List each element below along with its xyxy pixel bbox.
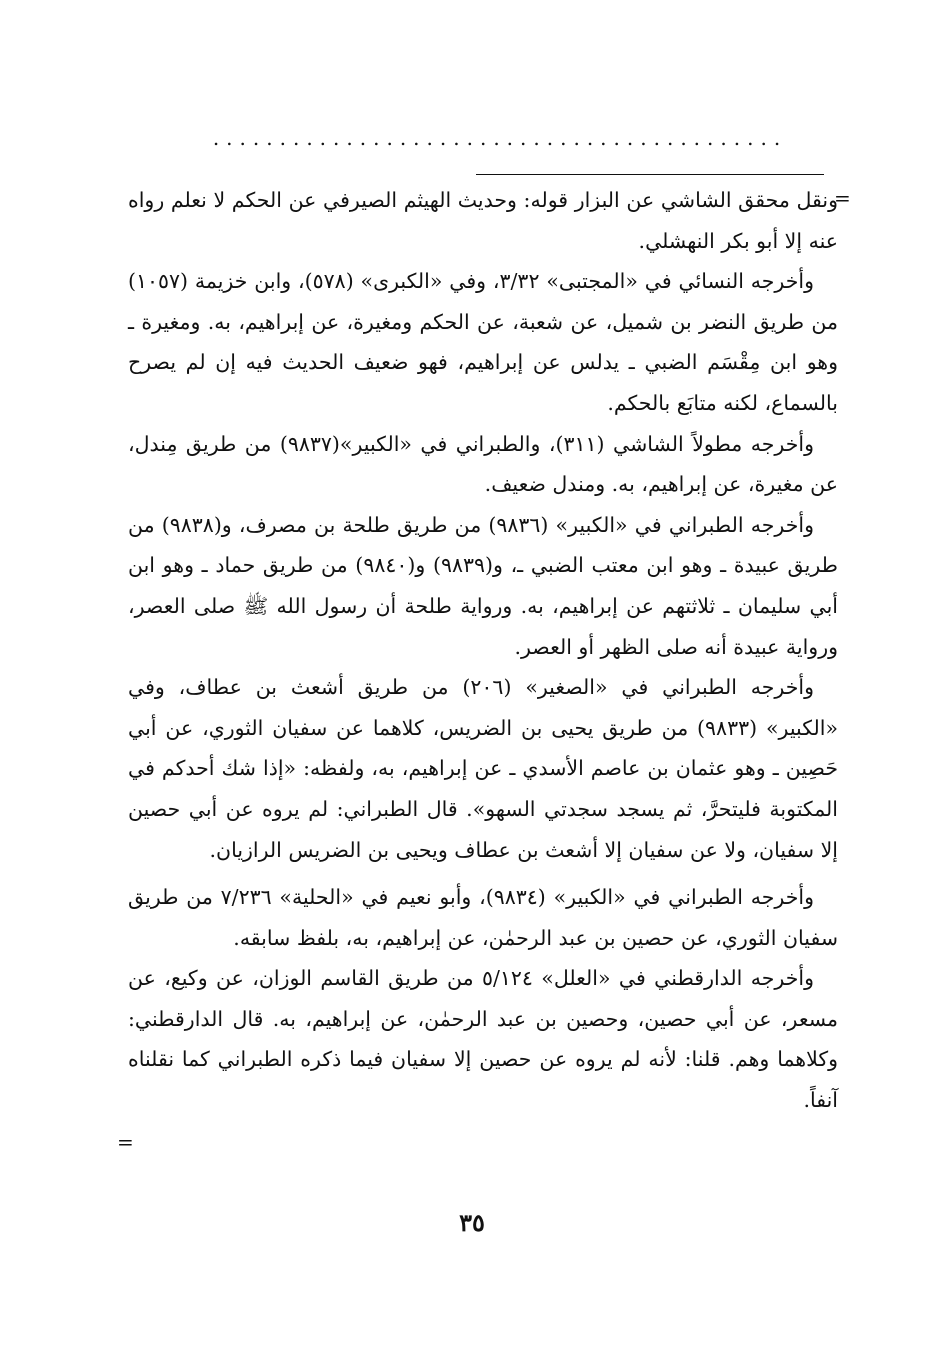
paragraph-1: ونقل محقق الشاشي عن البزار قوله: وحديث الهيثم الصيرفي عن الحكم لا نعلم رواه عنه إلا أبو بكر النهشلي. [128,188,838,253]
paragraph-3: وأخرجه مطولاً الشاشي (٣١١)، والطبراني في «الكبير»(٩٨٣٧) من طريق مِندل، عن مغيرة، عن إبراهيم، به. ومندل ضعيف. [128,431,838,497]
continuation-marker-end: = [117,1130,134,1154]
paragraph-6: وأخرجه الطبراني في «الكبير» (٩٨٣٤)، وأبو نعيم في «الحلية» ٧/٢٣٦ من طريق سفيان الثوري، عن حصين بن عبد الرحمٰن، عن إبراهيم، به، بلفظ سابقه. [128,885,838,950]
paragraph-2: وأخرجه النسائي في «المجتبى» ٣/٣٢، وفي «الكبرى» (٥٧٨)، وابن خزيمة (١٠٥٧) من طريق النضر بن شميل، عن شعبة، عن الحكم ومغيرة، عن إبراهيم، به. ومغيرة ـ وهو ابن مِقْسَم الضبي ـ يدلس عن إبراهيم، فهو ضعيف الحديث فيه إن لم يصرح بالسماع، لكنه متابَع بالحكم. [128,269,838,415]
separator-dots: ........................................... [212,128,788,148]
paragraph-7: وأخرجه الدارقطني في «العلل» ٥/١٢٤ من طريق القاسم الوزان، عن وكيع، عن مسعر، عن أبي حصين، وحصين بن عبد الرحمٰن، عن إبراهيم، به. قال الدارقطني: وكلاهما وهم. قلنا: لأنه لم يروه عن حصين إلا سفيان فيما ذكره الطبراني كما نقلناه آنفاً. [128,966,838,1113]
paragraph-5: وأخرجه الطبراني في «الصغير» (٢٠٦) من طريق أشعث بن عطاف، وفي «الكبير» (٩٨٣٣) من طريق يحيى بن الضريس، كلاهما عن سفيان الثوري، عن أبي حَصِين ـ وهو عثمان بن عاصم الأسدي ـ عن إبراهيم، به، ولفظه: «إذا شك أحدكم في المكتوبة فليتحرَّ، ثم يسجد سجدتي السهو». قال الطبراني: لم يروه عن أبي حصين إلا سفيان، ولا عن سفيان إلا أشعث بن عطاف ويحيى بن الضريس الرازيان. [128,675,838,862]
paragraph-4: وأخرجه الطبراني في «الكبير» (٩٨٣٦) من طريق طلحة بن مصرف، و(٩٨٣٨) من طريق عبيدة ـ وهو ابن معتب الضبي ـ، و(٩٨٣٩) و(٩٨٤٠) من طريق حماد ـ وهو ابن أبي سليمان ـ ثلاثتهم عن إبراهيم، به. ورواية طلحة أن رسول الله ﷺ صلى العصر، ورواية عبيدة أنه صلى الظهر أو العصر. [128,512,838,659]
footnote-text [128,180,838,1121]
page-number: ٣٥ [459,1208,485,1237]
footnote-rule [476,174,824,175]
continuation-marker-start: = [834,186,851,210]
